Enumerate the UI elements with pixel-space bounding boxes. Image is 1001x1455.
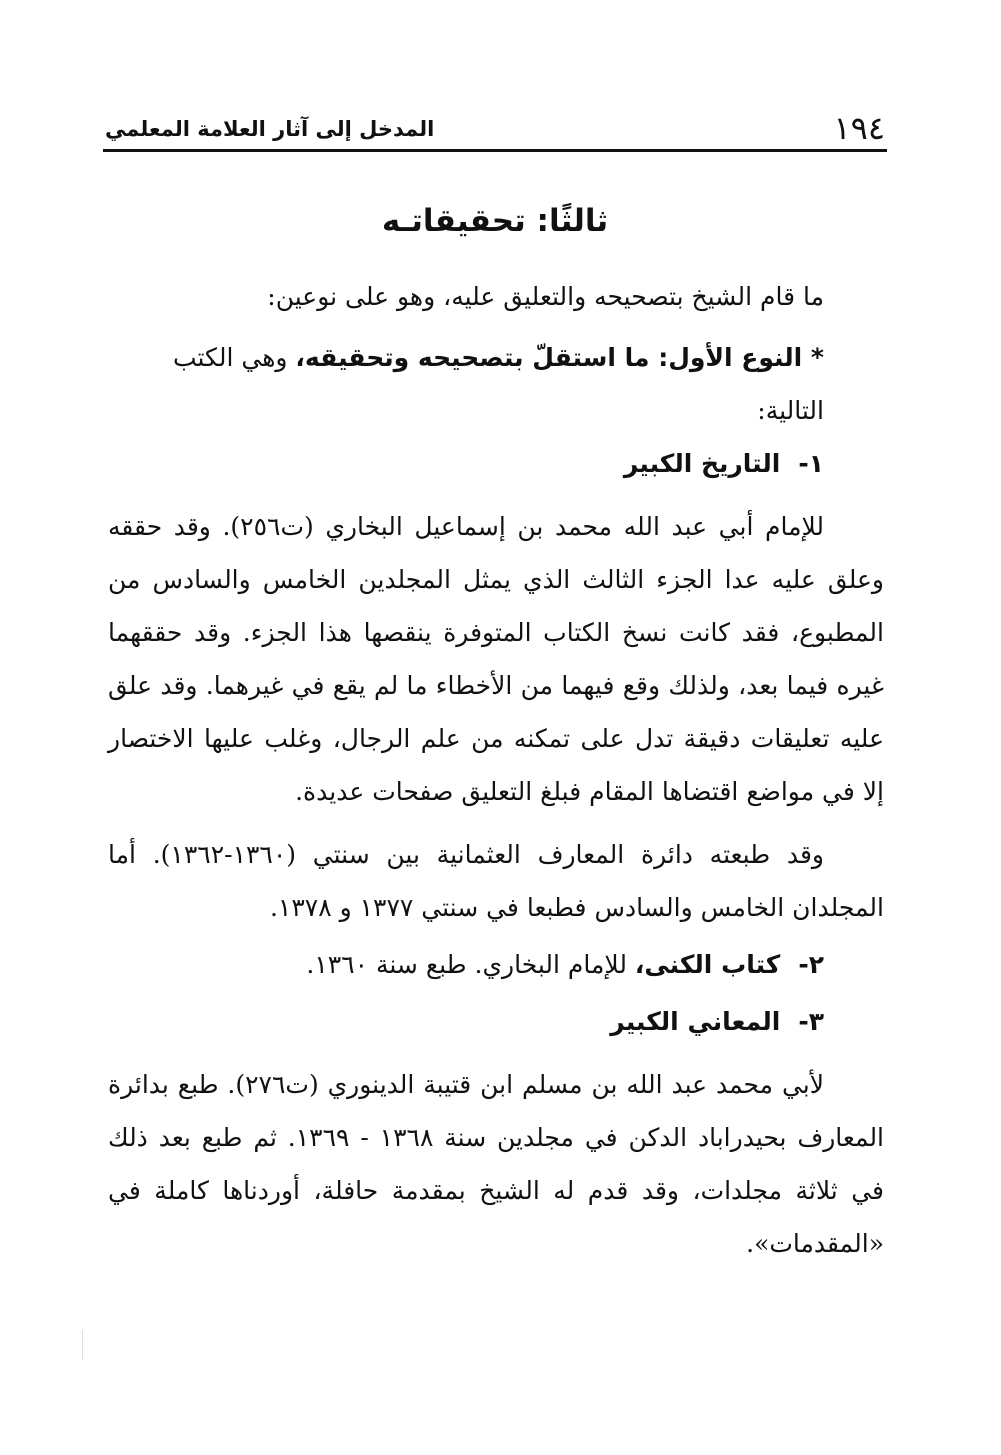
item-1-paragraph-1: للإمام أبي عبد الله محمد بن إسماعيل البخاري (ت٢٥٦). وقد حققه وعلق عليه عدا الجزء الثالث الذي يمثل المجلدين الخامس والسادس من المطبوع، فقد كانت نسخ الكتاب المتوفرة ينقصها هذا الجزء. وقد حققهما غيره فيما بعد، ولذلك وقع فيهما من الأخطاء ما لم يقع في غيرهما. وقد علق عليه تعليقات دقيقة تدل على تمكنه من علم الرجال، وغلب عليها الاختصار إلا في مواضع اقتضاها المقام فبلغ التعليق صفحات عديدة. bbox=[108, 512, 884, 806]
item-title: كتاب الكنى، bbox=[634, 950, 781, 979]
item-heading-2 bbox=[108, 938, 884, 991]
item-number: ٣- bbox=[798, 1007, 824, 1036]
type-one-lead: * النوع الأول: ما استقلّ بتصحيحه وتحقيقه، bbox=[295, 343, 824, 372]
page-body bbox=[108, 270, 884, 1270]
page-header bbox=[105, 108, 885, 152]
scan-artifact bbox=[82, 1330, 83, 1360]
item-heading-3 bbox=[108, 995, 884, 1048]
item-title: التاريخ الكبير bbox=[623, 449, 781, 478]
type-one-heading bbox=[108, 331, 884, 437]
item-number: ١- bbox=[798, 449, 824, 478]
section-title: ثالثًا: تحقيقاتـه bbox=[381, 202, 609, 239]
item-3-paragraph-1: لأبي محمد عبد الله بن مسلم ابن قتيبة الدينوري (ت٢٧٦). طبع بدائرة المعارف بحيدراباد الدكن في مجلدين سنة ١٣٦٨ - ١٣٦٩. ثم طبع بعد ذلك في ثلاثة مجلدات، وقد قدم له الشيخ بمقدمة حافلة، أوردناها كاملة في «المقدمات». bbox=[108, 1070, 885, 1258]
item-2-rest: للإمام البخاري. طبع سنة ١٣٦٠. bbox=[306, 950, 635, 979]
item-1-paragraph-2: وقد طبعته دائرة المعارف العثمانية بين سنتي (١٣٦٠-١٣٦٢). أما المجلدان الخامس والسادس فطبعا في سنتي ١٣٧٧ و ١٣٧٨. bbox=[108, 840, 884, 922]
running-title: المدخل إلى آثار العلامة المعلمي bbox=[105, 117, 435, 141]
intro-paragraph: ما قام الشيخ بتصحيحه والتعليق عليه، وهو على نوعين: bbox=[267, 282, 824, 311]
type-one-rest: وهي الكتب التالية: bbox=[172, 343, 824, 425]
header-rule bbox=[103, 149, 887, 152]
item-number: ٢- bbox=[798, 950, 824, 979]
page-number: ١٩٤ bbox=[833, 109, 885, 147]
item-title: المعاني الكبير bbox=[610, 1007, 781, 1036]
item-heading-1 bbox=[108, 437, 884, 490]
